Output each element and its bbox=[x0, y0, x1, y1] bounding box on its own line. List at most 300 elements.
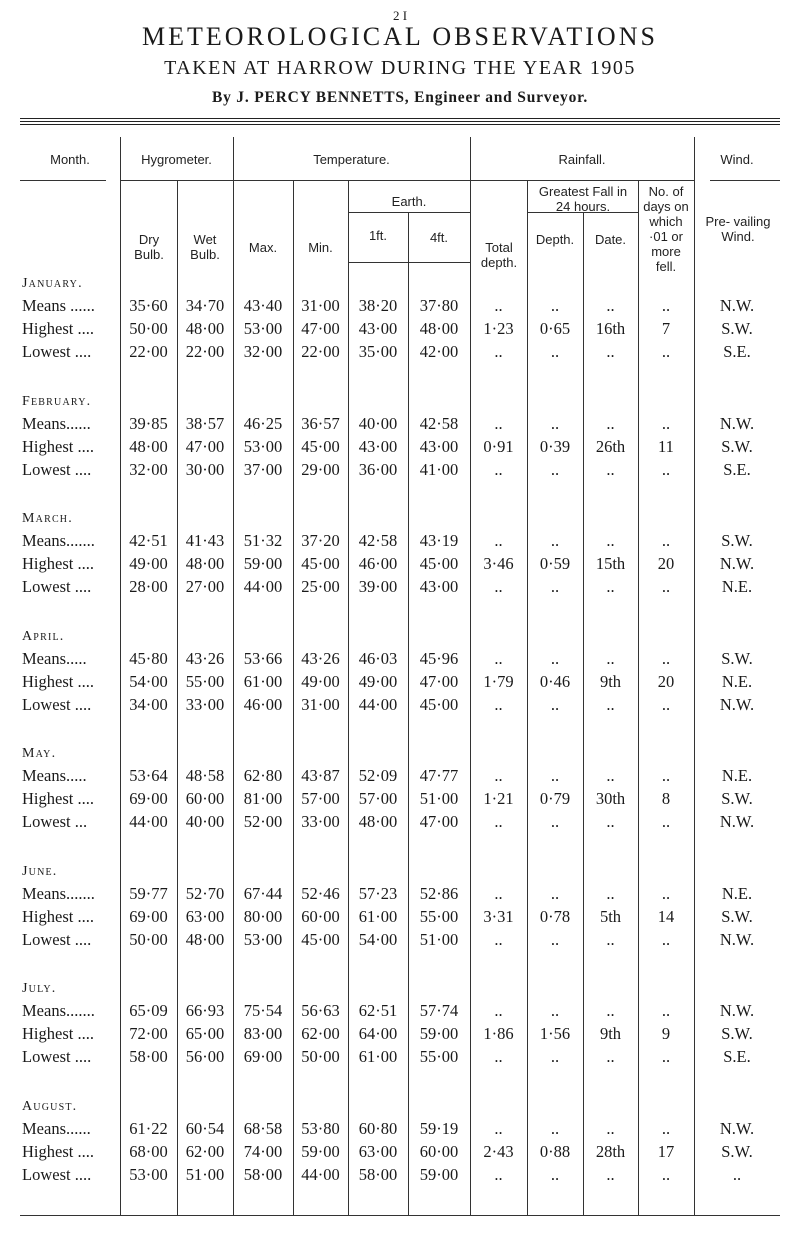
cell-dry: 68·00 bbox=[129, 1141, 168, 1161]
row-label: Lowest .... bbox=[22, 694, 92, 714]
table-row bbox=[0, 340, 800, 364]
cell-e1: 49·00 bbox=[358, 671, 398, 691]
cell-wind: N.W. bbox=[719, 1001, 755, 1020]
cell-e1: 46·00 bbox=[358, 554, 398, 573]
bottom-rule bbox=[20, 1215, 780, 1216]
top-rule-double bbox=[20, 121, 780, 122]
header-min: Min. bbox=[308, 240, 333, 255]
cell-max: 68·58 bbox=[243, 1118, 283, 1138]
earth-subrule bbox=[348, 212, 470, 213]
header-earth: Earth. bbox=[391, 194, 427, 209]
cell-e1: 57·00 bbox=[358, 789, 398, 808]
table-row bbox=[0, 670, 800, 694]
header-earth-1ft: 1ft. bbox=[368, 228, 388, 243]
cell-dry: 44·00 bbox=[129, 812, 168, 831]
table-row bbox=[0, 905, 800, 929]
cell-wind: N.W. bbox=[719, 694, 755, 714]
page-subtitle: TAKEN AT HARROW DURING THE YEAR 1905 bbox=[164, 57, 636, 79]
cell-wet: 41·43 bbox=[185, 531, 225, 550]
month-heading: February. bbox=[22, 393, 92, 409]
cell-wet: 48·00 bbox=[185, 929, 225, 949]
cell-e4: 37·80 bbox=[419, 296, 459, 315]
cell-gdate: .. bbox=[606, 883, 615, 903]
cell-min: 31·00 bbox=[301, 296, 340, 315]
month-heading: June. bbox=[22, 863, 58, 879]
cell-e4: 42·00 bbox=[419, 342, 459, 361]
cell-min: 62·00 bbox=[301, 1024, 340, 1043]
cell-days: .. bbox=[661, 413, 671, 433]
cell-min: 60·00 bbox=[301, 906, 340, 926]
cell-e4: 45·96 bbox=[419, 648, 459, 668]
cell-max: 80·00 bbox=[243, 906, 283, 926]
cell-wind: S.E. bbox=[723, 459, 751, 479]
row-label: Highest .... bbox=[22, 1024, 94, 1043]
cell-gdate: .. bbox=[606, 1164, 615, 1184]
row-label: Means ...... bbox=[22, 296, 95, 315]
cell-gdate: .. bbox=[606, 577, 615, 596]
cell-wet: 22·00 bbox=[185, 342, 225, 361]
cell-min: 33·00 bbox=[301, 812, 340, 831]
cell-dry: 50·00 bbox=[129, 929, 168, 949]
cell-total: 3·46 bbox=[483, 554, 514, 573]
cell-gdepth: 0·78 bbox=[539, 906, 571, 926]
cell-total: 1·23 bbox=[483, 319, 514, 338]
header-dry-bulb: Dry Bulb. bbox=[134, 232, 164, 262]
cell-e1: 38·20 bbox=[358, 296, 398, 315]
cell-e1: 52·09 bbox=[358, 766, 398, 785]
table-row bbox=[0, 1117, 800, 1141]
cell-wind: S.W. bbox=[721, 1141, 753, 1161]
cell-wet: 51·00 bbox=[185, 1164, 225, 1184]
row-label: Lowest .... bbox=[22, 1164, 92, 1184]
row-label: Highest .... bbox=[22, 436, 94, 456]
cell-total: .. bbox=[494, 531, 503, 550]
cell-gdepth: .. bbox=[550, 694, 560, 714]
cell-days: 14 bbox=[657, 906, 675, 926]
cell-e4: 47·00 bbox=[419, 671, 459, 691]
cell-e4: 41·00 bbox=[419, 459, 459, 479]
cell-gdepth: .. bbox=[550, 296, 560, 315]
cell-dry: 58·00 bbox=[129, 1047, 168, 1066]
earth-bottom-rule bbox=[348, 262, 470, 263]
cell-e4: 51·00 bbox=[419, 929, 459, 949]
cell-min: 45·00 bbox=[301, 436, 340, 456]
cell-wind: N.W. bbox=[719, 554, 755, 573]
cell-gdepth: .. bbox=[550, 929, 560, 949]
cell-e1: 44·00 bbox=[358, 694, 398, 714]
cell-wind: N.W. bbox=[719, 812, 755, 831]
row-label: Lowest .... bbox=[22, 929, 92, 949]
row-label: Highest .... bbox=[22, 671, 94, 691]
cell-gdate: 9th bbox=[599, 1024, 622, 1043]
cell-wet: 34·70 bbox=[185, 296, 225, 315]
cell-total: .. bbox=[494, 929, 503, 949]
cell-wet: 33·00 bbox=[185, 694, 225, 714]
cell-e4: 45·00 bbox=[419, 694, 459, 714]
cell-e4: 55·00 bbox=[419, 1047, 459, 1066]
cell-days: 11 bbox=[658, 436, 674, 456]
cell-min: 53·80 bbox=[301, 1118, 340, 1138]
cell-wet: 43·26 bbox=[185, 648, 225, 668]
cell-max: 46·25 bbox=[243, 413, 283, 433]
cell-max: 53·00 bbox=[243, 436, 283, 456]
cell-e1: 54·00 bbox=[358, 929, 398, 949]
cell-wet: 60·54 bbox=[185, 1118, 225, 1138]
cell-total: .. bbox=[494, 766, 503, 785]
table-row bbox=[0, 928, 800, 952]
cell-total: .. bbox=[494, 577, 503, 596]
cell-gdate: .. bbox=[606, 413, 615, 433]
cell-dry: 34·00 bbox=[129, 694, 168, 714]
row-label: Means...... bbox=[22, 413, 91, 433]
cell-total: .. bbox=[494, 1164, 503, 1184]
cell-gdate: 9th bbox=[599, 671, 622, 691]
top-rule-triple bbox=[20, 124, 780, 125]
cell-gdepth: .. bbox=[550, 459, 560, 479]
cell-wet: 52·70 bbox=[185, 883, 225, 903]
cell-wind: .. bbox=[732, 1164, 742, 1184]
cell-wind: S.W. bbox=[721, 1024, 753, 1043]
cell-wind: N.E. bbox=[721, 577, 753, 596]
cell-total: .. bbox=[494, 648, 503, 668]
row-label: Lowest .... bbox=[22, 1047, 92, 1066]
cell-max: 61·00 bbox=[243, 671, 283, 691]
cell-days: .. bbox=[661, 296, 671, 315]
cell-e4: 59·00 bbox=[419, 1024, 459, 1043]
header-temperature: Temperature. bbox=[313, 152, 390, 167]
cell-min: 25·00 bbox=[301, 577, 340, 596]
cell-max: 32·00 bbox=[243, 342, 283, 361]
cell-max: 83·00 bbox=[243, 1024, 283, 1043]
table-row bbox=[0, 575, 800, 599]
cell-wind: N.W. bbox=[719, 1118, 755, 1138]
cell-gdate: 28th bbox=[595, 1141, 626, 1161]
cell-max: 37·00 bbox=[243, 459, 283, 479]
cell-dry: 48·00 bbox=[129, 436, 168, 456]
page-number: 2 I bbox=[392, 8, 408, 23]
cell-e1: 39·00 bbox=[358, 577, 398, 596]
cell-e1: 63·00 bbox=[358, 1141, 398, 1161]
cell-dry: 22·00 bbox=[129, 342, 168, 361]
row-label: Highest .... bbox=[22, 1141, 94, 1161]
cell-dry: 61·22 bbox=[129, 1118, 168, 1138]
cell-min: 29·00 bbox=[301, 459, 340, 479]
row-label: Highest .... bbox=[22, 906, 94, 926]
cell-gdate: 30th bbox=[595, 789, 626, 808]
header-rule-month bbox=[20, 180, 106, 181]
cell-days: .. bbox=[661, 1118, 671, 1138]
header-month: Month. bbox=[50, 152, 90, 167]
cell-days: 9 bbox=[661, 1024, 671, 1043]
cell-wet: 55·00 bbox=[185, 671, 225, 691]
cell-dry: 35·60 bbox=[129, 296, 168, 315]
cell-gdepth: 0·46 bbox=[539, 671, 571, 691]
cell-days: 8 bbox=[661, 789, 671, 808]
header-prevailing-wind: Pre- vailing Wind. bbox=[705, 214, 771, 244]
table-row bbox=[0, 693, 800, 717]
cell-wet: 40·00 bbox=[185, 812, 225, 831]
cell-wind: N.W. bbox=[719, 929, 755, 949]
cell-dry: 45·80 bbox=[129, 648, 168, 668]
cell-max: 67·44 bbox=[243, 883, 283, 903]
cell-e4: 47·77 bbox=[419, 766, 459, 785]
table-row bbox=[0, 1140, 800, 1164]
cell-e1: 62·51 bbox=[358, 1001, 398, 1020]
cell-max: 51·32 bbox=[243, 531, 283, 550]
row-label: Means....... bbox=[22, 883, 95, 903]
cell-wind: S.W. bbox=[721, 906, 753, 926]
row-label: Highest .... bbox=[22, 789, 94, 808]
table-row bbox=[0, 458, 800, 482]
cell-dry: 69·00 bbox=[129, 789, 168, 808]
header-depth: Depth. bbox=[535, 232, 575, 247]
cell-max: 44·00 bbox=[243, 577, 283, 596]
cell-e1: 35·00 bbox=[358, 342, 398, 361]
cell-gdepth: .. bbox=[550, 812, 560, 831]
cell-wind: N.W. bbox=[719, 413, 755, 433]
month-heading: April. bbox=[22, 628, 65, 644]
cell-max: 43·40 bbox=[243, 296, 283, 315]
cell-gdepth: 0·59 bbox=[539, 554, 571, 573]
cell-total: .. bbox=[494, 812, 503, 831]
page-title: METEOROLOGICAL OBSERVATIONS bbox=[142, 22, 658, 51]
header-earth-4ft: 4ft. bbox=[429, 230, 449, 245]
cell-gdepth: .. bbox=[550, 1047, 560, 1066]
header-max: Max. bbox=[248, 240, 278, 255]
month-heading: July. bbox=[22, 981, 57, 996]
row-label: Lowest ... bbox=[22, 812, 88, 831]
cell-total: .. bbox=[494, 296, 503, 315]
cell-e1: 58·00 bbox=[358, 1164, 398, 1184]
cell-min: 52·46 bbox=[301, 883, 340, 903]
table-row bbox=[0, 882, 800, 906]
cell-max: 46·00 bbox=[243, 694, 283, 714]
cell-days: .. bbox=[661, 929, 671, 949]
month-heading: August. bbox=[22, 1098, 78, 1114]
cell-e1: 40·00 bbox=[358, 413, 398, 433]
row-label: Means...... bbox=[22, 1118, 91, 1138]
cell-total: 1·21 bbox=[483, 789, 514, 808]
cell-gdepth: 0·79 bbox=[539, 789, 571, 808]
cell-total: 3·31 bbox=[483, 906, 514, 926]
cell-max: 58·00 bbox=[243, 1164, 283, 1184]
cell-gdepth: .. bbox=[550, 1118, 560, 1138]
cell-e1: 42·58 bbox=[358, 531, 398, 550]
cell-wind: S.W. bbox=[721, 319, 753, 338]
table-row bbox=[0, 552, 800, 576]
cell-dry: 49·00 bbox=[129, 554, 168, 573]
cell-gdate: 16th bbox=[595, 319, 626, 338]
row-label: Highest .... bbox=[22, 319, 94, 338]
cell-wind: S.W. bbox=[721, 531, 753, 550]
cell-e1: 43·00 bbox=[358, 319, 398, 338]
cell-min: 57·00 bbox=[301, 789, 340, 808]
cell-min: 44·00 bbox=[301, 1164, 340, 1184]
header-wind: Wind. bbox=[720, 152, 754, 167]
byline: By J. PERCY BENNETTS, Engineer and Surveyor. bbox=[211, 89, 589, 106]
cell-e1: 57·23 bbox=[358, 883, 398, 903]
cell-e1: 64·00 bbox=[358, 1024, 398, 1043]
cell-e4: 43·00 bbox=[419, 577, 459, 596]
cell-gdate: .. bbox=[606, 459, 615, 479]
cell-wet: 48·58 bbox=[185, 766, 225, 785]
cell-e4: 43·19 bbox=[419, 531, 459, 550]
table-row bbox=[0, 810, 800, 834]
cell-wet: 47·00 bbox=[185, 436, 225, 456]
table-row bbox=[0, 1163, 800, 1187]
table-row bbox=[0, 764, 800, 788]
cell-days: .. bbox=[661, 1001, 671, 1020]
cell-e1: 61·00 bbox=[358, 906, 398, 926]
cell-e4: 52·86 bbox=[419, 883, 459, 903]
top-rule bbox=[20, 118, 780, 119]
cell-total: 0·91 bbox=[483, 436, 514, 456]
cell-days: .. bbox=[661, 459, 671, 479]
cell-max: 81·00 bbox=[243, 789, 283, 808]
cell-gdepth: 0·65 bbox=[539, 319, 571, 338]
cell-e1: 61·00 bbox=[358, 1047, 398, 1066]
cell-e4: 57·74 bbox=[419, 1001, 459, 1020]
cell-min: 49·00 bbox=[301, 671, 340, 691]
header-rule-wind bbox=[710, 180, 780, 181]
cell-min: 45·00 bbox=[301, 929, 340, 949]
cell-gdate: .. bbox=[606, 1001, 615, 1020]
cell-gdepth: .. bbox=[550, 342, 560, 361]
month-heading: May. bbox=[22, 746, 57, 761]
cell-min: 59·00 bbox=[301, 1141, 340, 1161]
row-label: Means..... bbox=[22, 648, 87, 668]
cell-days: 20 bbox=[657, 671, 675, 691]
table-row bbox=[0, 647, 800, 671]
cell-gdate: 26th bbox=[595, 436, 626, 456]
cell-gdate: .. bbox=[606, 531, 615, 550]
cell-dry: 59·77 bbox=[129, 883, 168, 903]
header-hygrometer: Hygrometer. bbox=[141, 152, 212, 167]
cell-days: .. bbox=[661, 694, 671, 714]
table-row bbox=[0, 412, 800, 436]
cell-dry: 32·00 bbox=[129, 459, 168, 479]
cell-dry: 28·00 bbox=[129, 577, 168, 596]
cell-days: .. bbox=[661, 812, 671, 831]
cell-max: 62·80 bbox=[243, 766, 283, 785]
row-label: Lowest .... bbox=[22, 342, 92, 361]
cell-min: 45·00 bbox=[301, 554, 340, 573]
cell-gdate: 15th bbox=[595, 554, 626, 573]
table-row bbox=[0, 529, 800, 553]
month-heading: January. bbox=[22, 276, 83, 291]
cell-wet: 48·00 bbox=[185, 554, 225, 573]
row-label: Means..... bbox=[22, 766, 87, 785]
cell-gdepth: .. bbox=[550, 577, 560, 596]
cell-wind: N.E. bbox=[721, 766, 753, 785]
cell-total: .. bbox=[494, 1001, 503, 1020]
cell-gdate: 5th bbox=[599, 906, 622, 926]
cell-wet: 48·00 bbox=[185, 319, 225, 338]
table-row bbox=[0, 294, 800, 318]
cell-days: .. bbox=[661, 1047, 671, 1066]
cell-e1: 36·00 bbox=[358, 459, 398, 479]
cell-gdepth: 0·88 bbox=[539, 1141, 571, 1161]
cell-max: 74·00 bbox=[243, 1141, 283, 1161]
cell-wet: 66·93 bbox=[185, 1001, 225, 1020]
cell-total: 2·43 bbox=[483, 1141, 514, 1161]
cell-days: .. bbox=[661, 766, 671, 785]
cell-gdate: .. bbox=[606, 296, 615, 315]
cell-wind: S.W. bbox=[721, 436, 753, 456]
cell-max: 69·00 bbox=[243, 1047, 283, 1066]
cell-max: 53·00 bbox=[243, 929, 283, 949]
header-wet-bulb: Wet Bulb. bbox=[190, 232, 220, 262]
header-greatest-fall: Greatest Fall in 24 hours. bbox=[538, 184, 628, 214]
cell-gdate: .. bbox=[606, 1047, 615, 1066]
cell-e1: 60·80 bbox=[358, 1118, 398, 1138]
cell-max: 52·00 bbox=[243, 812, 283, 831]
cell-min: 36·57 bbox=[301, 413, 340, 433]
cell-min: 47·00 bbox=[301, 319, 340, 338]
cell-e4: 60·00 bbox=[419, 1141, 459, 1161]
row-label: Means....... bbox=[22, 531, 95, 550]
cell-min: 50·00 bbox=[301, 1047, 340, 1066]
cell-days: .. bbox=[661, 577, 671, 596]
table-row bbox=[0, 1022, 800, 1046]
cell-dry: 54·00 bbox=[129, 671, 168, 691]
cell-gdepth: .. bbox=[550, 1164, 560, 1184]
cell-wet: 62·00 bbox=[185, 1141, 225, 1161]
cell-total: .. bbox=[494, 694, 503, 714]
table-row bbox=[0, 1045, 800, 1069]
cell-dry: 72·00 bbox=[129, 1024, 168, 1043]
cell-gdepth: .. bbox=[550, 413, 560, 433]
cell-min: 56·63 bbox=[301, 1001, 340, 1020]
cell-e4: 45·00 bbox=[419, 554, 459, 573]
cell-wet: 56·00 bbox=[185, 1047, 225, 1066]
cell-e4: 59·00 bbox=[419, 1164, 459, 1184]
cell-e4: 43·00 bbox=[419, 436, 459, 456]
header-total-depth: Total depth. bbox=[480, 240, 518, 270]
cell-days: .. bbox=[661, 342, 671, 361]
cell-wind: S.W. bbox=[721, 789, 753, 808]
cell-total: .. bbox=[494, 883, 503, 903]
cell-gdepth: .. bbox=[550, 766, 560, 785]
cell-total: 1·86 bbox=[483, 1024, 514, 1043]
cell-days: .. bbox=[661, 1164, 671, 1184]
cell-gdepth: .. bbox=[550, 1001, 560, 1020]
cell-gdate: .. bbox=[606, 812, 615, 831]
cell-e4: 51·00 bbox=[419, 789, 459, 808]
table-row bbox=[0, 317, 800, 341]
cell-e4: 55·00 bbox=[419, 906, 459, 926]
cell-max: 59·00 bbox=[243, 554, 283, 573]
cell-days: 7 bbox=[661, 319, 671, 338]
header-rule bbox=[120, 180, 694, 181]
cell-min: 31·00 bbox=[301, 694, 340, 714]
cell-gdepth: .. bbox=[550, 648, 560, 668]
row-label: Lowest .... bbox=[22, 577, 92, 596]
cell-dry: 69·00 bbox=[129, 906, 168, 926]
cell-max: 53·00 bbox=[243, 319, 283, 338]
cell-dry: 42·51 bbox=[129, 531, 168, 550]
cell-wet: 63·00 bbox=[185, 906, 225, 926]
cell-gdate: .. bbox=[606, 929, 615, 949]
cell-wind: S.E. bbox=[723, 342, 751, 361]
cell-wet: 27·00 bbox=[185, 577, 225, 596]
cell-total: .. bbox=[494, 342, 503, 361]
cell-gdepth: 1·56 bbox=[539, 1024, 571, 1043]
cell-e4: 48·00 bbox=[419, 319, 459, 338]
cell-wind: S.E. bbox=[723, 1047, 751, 1066]
cell-min: 22·00 bbox=[301, 342, 340, 361]
cell-min: 43·26 bbox=[301, 648, 340, 668]
